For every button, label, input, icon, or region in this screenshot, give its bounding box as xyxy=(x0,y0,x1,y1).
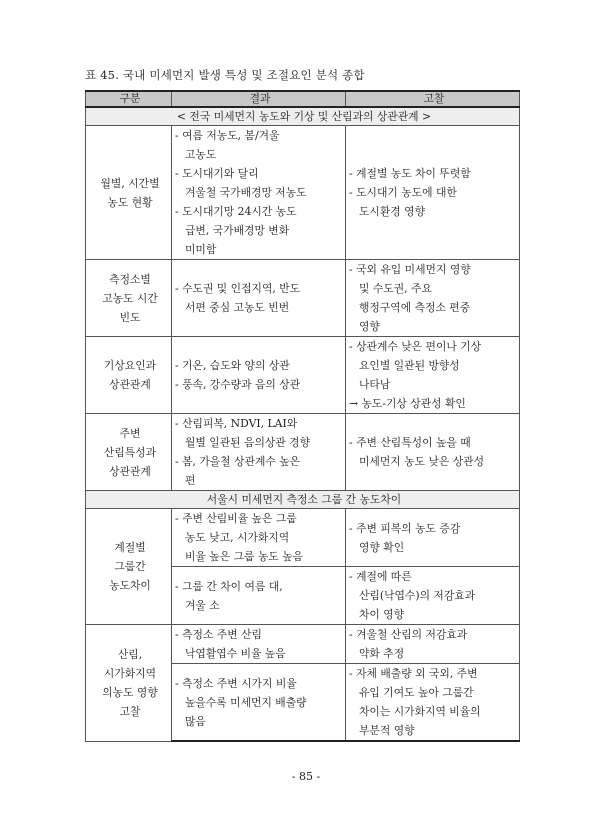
cell-text-line: 고찰 xyxy=(119,704,141,718)
cell-text-line: - 측정소 주변 산림 xyxy=(175,628,262,641)
cell-text-line: 산림, xyxy=(117,647,143,661)
cell-text-line: 약화 추정 xyxy=(359,647,405,660)
cell-text-line: 부분적 영향 xyxy=(359,724,415,737)
cell-text-line: 산림특성과 xyxy=(103,445,157,459)
cell-text-line: - 주변 피복의 농도 증감 xyxy=(349,521,461,535)
cell-text-line: 유입 기여도 높아 그룹간 xyxy=(359,686,474,699)
cell-text-line: 농도 낮고, 시가화지역 xyxy=(185,531,290,544)
cell-text-line: 기상요인과 xyxy=(103,359,157,372)
cell-text-line: 차이는 시가화지역 비율의 xyxy=(359,705,481,718)
result-cell xyxy=(172,567,346,625)
cell-text-line: - 도시대기와 달리 xyxy=(175,167,259,180)
table-row xyxy=(86,414,520,491)
cell-text-line: 측정소별 xyxy=(109,272,151,286)
cell-text-line: 산림(낙엽수)의 저감효과 xyxy=(359,589,476,602)
cell-text-line: - 국외 유입 미세먼지 영향 xyxy=(349,263,471,276)
cell-text-line: 월별 일관된 음의상관 경향 xyxy=(185,436,311,449)
page-number: - 85 - xyxy=(291,770,321,783)
cell-text-line: 나타남 xyxy=(359,378,391,391)
cell-text-line: 고농도 xyxy=(185,148,217,161)
section-row-national xyxy=(86,107,520,126)
cell-text-line: 농도차이 xyxy=(109,579,151,592)
result-cell xyxy=(172,625,346,664)
discussion-cell xyxy=(346,664,520,742)
cell-text-line: - 측정소 주변 시가지 비율 xyxy=(175,676,297,690)
discussion-cell xyxy=(346,337,520,414)
cell-text-line: - 계절에 따른 xyxy=(349,570,412,583)
discussion-cell xyxy=(346,414,520,491)
header-result: 결과 xyxy=(172,91,346,107)
cell-text-line: 미세먼지 농도 낮은 상관성 xyxy=(359,455,485,468)
cell-text-line: 월별, 시간별 xyxy=(100,176,160,190)
category-cell xyxy=(86,260,172,337)
cell-text-line: 영향 확인 xyxy=(359,540,405,554)
cell-text-line: 농도 현황 xyxy=(107,195,153,209)
cell-text-line: 영향 xyxy=(359,320,380,333)
cell-text-line: - 주변 산림특성이 높을 때 xyxy=(349,436,471,449)
cell-text-line: 낙엽활엽수 비율 높음 xyxy=(185,647,286,660)
cell-text-line: 행정구역에 측정소 편중 xyxy=(359,301,471,314)
table-row xyxy=(86,260,520,337)
header-category: 구분 xyxy=(86,91,172,107)
cell-text-line: 고농도 시간 xyxy=(102,291,158,305)
result-cell xyxy=(172,414,346,491)
cell-text-line: 비율 높은 그룹 농도 높음 xyxy=(185,550,304,563)
cell-text-line: 및 수도권, 주요 xyxy=(359,282,432,295)
section-title-national: < 전국 미세먼지 농도와 기상 및 산림과의 상관관계 > xyxy=(86,107,520,126)
cell-text-line: - 겨울철 산림의 저감효과 xyxy=(349,628,468,641)
cell-text-line: - 수도권 및 인접지역, 반도 xyxy=(175,282,301,295)
result-cell xyxy=(172,337,346,414)
category-cell xyxy=(86,414,172,491)
cell-text-line: - 상관계수 낮은 편이나 기상 xyxy=(349,340,482,353)
table-row xyxy=(86,625,520,664)
cell-text-line: 의농도 영향 xyxy=(102,685,158,699)
discussion-cell xyxy=(346,126,520,260)
cell-text-line: 시가화지역 xyxy=(103,666,157,680)
result-cell xyxy=(172,509,346,567)
discussion-cell xyxy=(346,567,520,625)
cell-text-line: - 산림피복, NDVI, LAI와 xyxy=(175,417,298,430)
cell-text-line: 차이 영향 xyxy=(359,608,405,621)
cell-text-line: 많음 xyxy=(185,714,206,728)
category-cell xyxy=(86,509,172,625)
category-cell xyxy=(86,625,172,742)
cell-text-line: - 여름 저농도, 봄/겨울 xyxy=(175,129,280,142)
cell-text-line: 요인별 일관된 방향성 xyxy=(359,359,460,372)
cell-text-line: 상관관계 xyxy=(109,378,151,391)
cell-text-line: 겨울 소 xyxy=(185,598,220,612)
cell-text-line: - 기온, 습도와 양의 상관 xyxy=(175,359,290,372)
result-cell xyxy=(172,260,346,337)
section-title-seoul: 서울시 미세먼지 측정소 그룹 간 농도차이 xyxy=(86,491,520,509)
cell-text-line: 빈도 xyxy=(119,310,141,324)
cell-text-line: 겨울철 국가배경망 저농도 xyxy=(185,186,307,199)
cell-text-line: - 풍속, 강수량과 음의 상관 xyxy=(175,378,301,391)
cell-text-line: 주변 xyxy=(119,426,141,440)
summary-table xyxy=(85,90,520,742)
cell-text-line: 그룹간 xyxy=(114,560,146,573)
cell-text-line: 상관관계 xyxy=(109,464,151,478)
discussion-cell xyxy=(346,260,520,337)
table-row xyxy=(86,509,520,567)
cell-text-line: 급변, 국가배경망 변화 xyxy=(185,224,290,237)
cell-text-line: → 농도-기상 상관성 확인 xyxy=(349,397,466,410)
category-cell xyxy=(86,337,172,414)
table-caption: 표 45. 국내 미세먼지 발생 특성 및 조절요인 분석 종합 xyxy=(85,68,365,82)
cell-text-line: 편 xyxy=(185,474,196,487)
discussion-cell xyxy=(346,625,520,664)
discussion-cell xyxy=(346,509,520,567)
cell-text-line: - 봄, 가을철 상관계수 높은 xyxy=(175,455,301,468)
cell-text-line: 서편 중심 고농도 빈번 xyxy=(185,301,290,314)
cell-text-line: - 그룹 간 차이 여름 대, xyxy=(175,579,283,593)
cell-text-line: - 주변 산림비율 높은 그룹 xyxy=(175,512,297,525)
result-cell xyxy=(172,126,346,260)
cell-text-line: 미미함 xyxy=(185,243,217,256)
cell-text-line: - 계절별 농도 차이 뚜렷함 xyxy=(349,167,471,180)
result-cell xyxy=(172,664,346,742)
table-row xyxy=(86,337,520,414)
cell-text-line: - 자체 배출량 외 국외, 주변 xyxy=(349,667,478,680)
cell-text-line: - 도시대기망 24시간 농도 xyxy=(175,205,297,218)
category-cell xyxy=(86,126,172,260)
cell-text-line: 높을수록 미세먼지 배출량 xyxy=(185,695,307,709)
table-header-row xyxy=(86,91,520,107)
section-row-seoul xyxy=(86,491,520,509)
header-discussion: 고찰 xyxy=(346,91,520,107)
cell-text-line: 계절별 xyxy=(114,541,146,554)
table-row xyxy=(86,126,520,260)
cell-text-line: - 도시대기 농도에 대한 xyxy=(349,186,457,199)
cell-text-line: 도시환경 영향 xyxy=(359,205,426,218)
